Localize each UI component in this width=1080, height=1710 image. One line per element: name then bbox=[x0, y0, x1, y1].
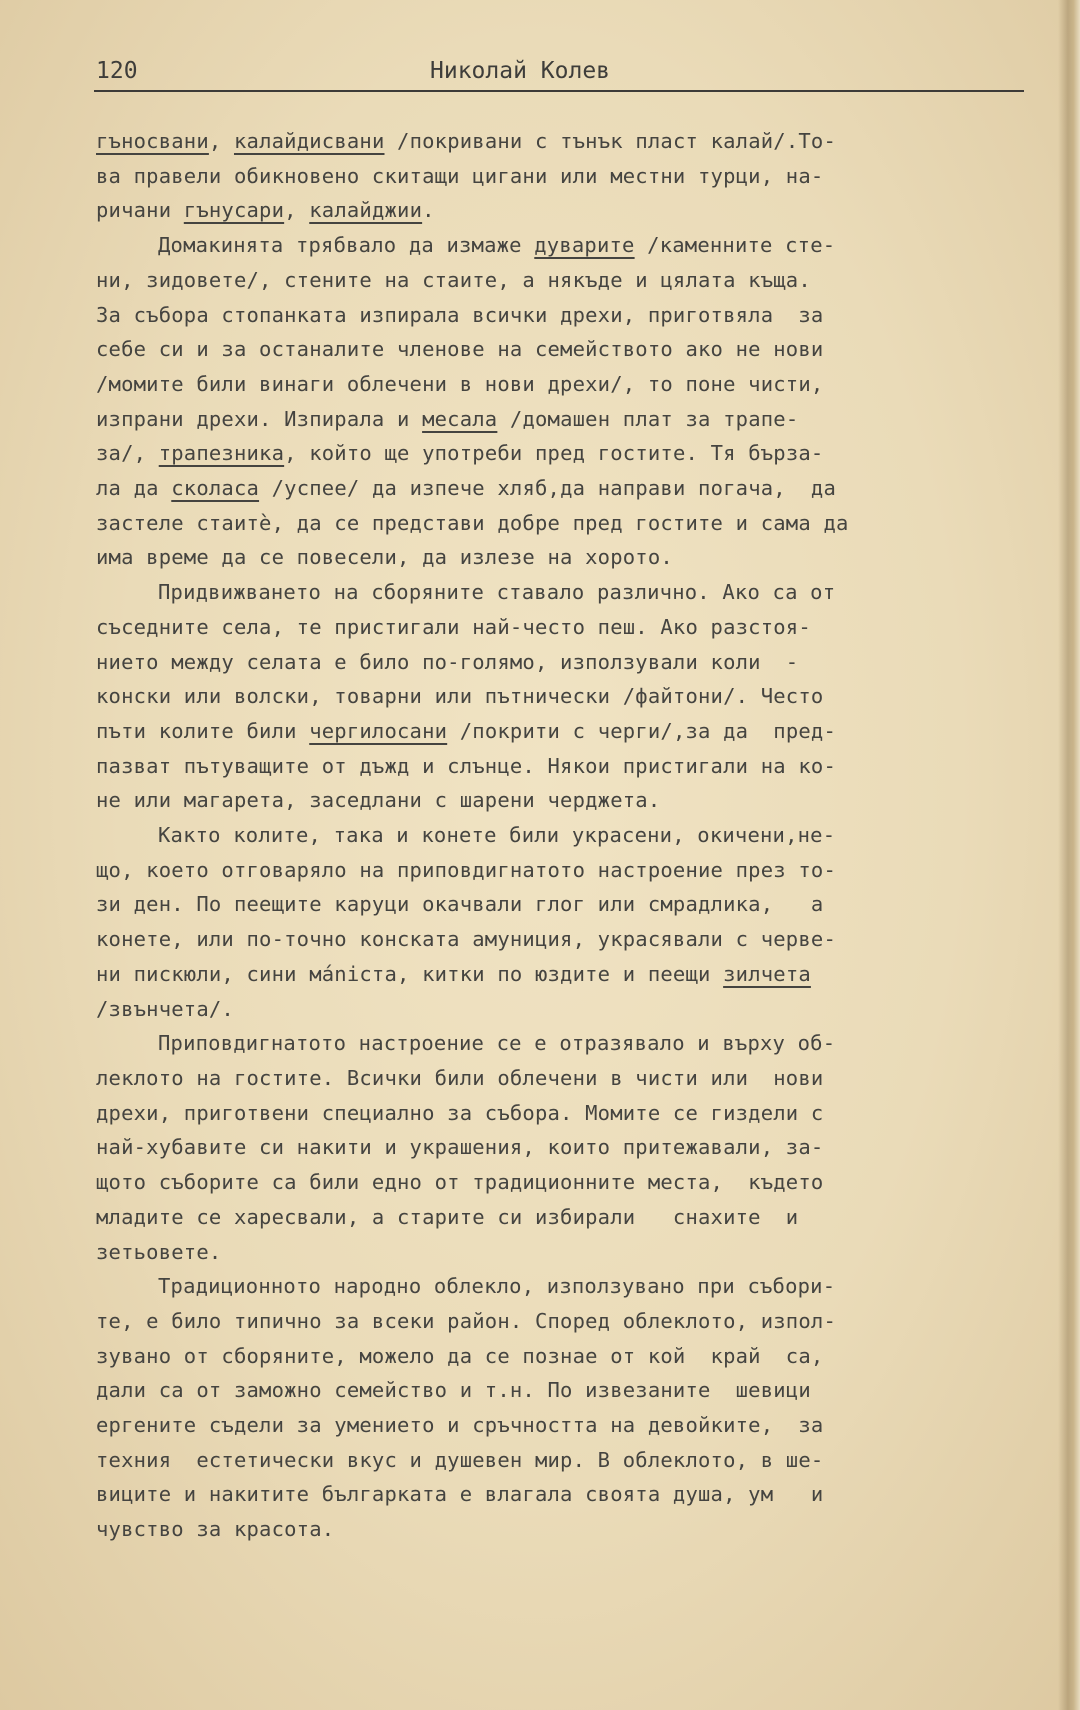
underlined-term: гънусари bbox=[183, 198, 285, 223]
text-run: , bbox=[208, 129, 234, 153]
text-line: За събора стопанката изпирала всички дрехи, приготвяла за bbox=[96, 302, 824, 327]
text-line: дали са от заможно семейство и т.н. По извезаните шевици bbox=[96, 1378, 811, 1403]
underlined-term: калайджии bbox=[309, 198, 423, 223]
text-line: младите се харесвали, а старите си избирали снахите и bbox=[96, 1204, 799, 1229]
text-line: дрехи, приготвени специално за събора. Момите се гиздели с bbox=[96, 1100, 824, 1125]
text-run: , който ще употреби пред гостите. Тя бърза- bbox=[284, 441, 824, 466]
text-line: има време да се повесели, да излезе на хорото. bbox=[96, 545, 673, 570]
text-line: Придвижването на сборяните ставало различно. Ако са от bbox=[158, 580, 836, 605]
underlined-term: зилчета bbox=[723, 961, 811, 986]
text-line: нието между селата е било по-голямо, използували коли - bbox=[96, 649, 799, 674]
underlined-term: месала bbox=[422, 406, 498, 431]
paragraph bbox=[96, 124, 1036, 228]
underlined-term: дуварите bbox=[534, 233, 635, 258]
text-line bbox=[96, 124, 1036, 159]
text-line: /момите били винаги облечени в нови дрехи/, то поне чисти, bbox=[96, 371, 824, 396]
paragraph bbox=[96, 1026, 1036, 1269]
text-run: за/, bbox=[96, 441, 159, 466]
underlined-term: гъносвани bbox=[96, 129, 209, 153]
text-line bbox=[96, 714, 1036, 749]
paragraph bbox=[96, 818, 1036, 1026]
text-run: пъти колите били bbox=[96, 718, 310, 743]
text-line bbox=[96, 228, 1036, 263]
body-text bbox=[96, 124, 1036, 1547]
paragraph bbox=[96, 575, 1036, 818]
text-run: /успее/ да изпече хляб,да направи погача, да bbox=[259, 476, 836, 501]
underlined-term: трапезника bbox=[158, 441, 285, 466]
underlined-term: чергилосани bbox=[309, 718, 448, 743]
text-line: /звънчета/. bbox=[96, 996, 234, 1021]
text-line bbox=[96, 471, 1036, 506]
text-run: Домакинята трябвало да измаже bbox=[158, 233, 535, 258]
text-line: леклото на гостите. Всички били облечени в чисти или нови bbox=[96, 1065, 824, 1090]
underlined-term: калайдисвани bbox=[233, 129, 385, 153]
text-line: най-хубавите си накити и украшения, които притежавали, за- bbox=[96, 1135, 824, 1160]
text-line bbox=[96, 957, 1036, 992]
text-line: ергените съдели за умението и сръчността на девойките, за bbox=[96, 1413, 824, 1438]
text-line: конски или волски, товарни или пътнически /файтони/. Често bbox=[96, 684, 824, 709]
text-line: застеле стаитѐ, да се представи добре пред гостите и сама да bbox=[96, 510, 849, 535]
text-line: Както колите, така и конете били украсени, окичени,не- bbox=[158, 823, 836, 848]
page-number: 120 bbox=[96, 58, 138, 84]
text-line bbox=[96, 402, 1036, 437]
text-line: виците и накитите българката е влагала своята душа, ум и bbox=[96, 1482, 824, 1507]
text-run: /покривани с тънък пласт калай/.То- bbox=[384, 129, 837, 153]
text-line: те, е било типично за всеки район. Според облеклото, изпол- bbox=[96, 1308, 836, 1333]
paragraph bbox=[96, 1269, 1036, 1547]
page-header bbox=[94, 56, 1024, 92]
text-run: , bbox=[284, 198, 310, 223]
text-line: не или магарета, заседлани с шарени черджета. bbox=[96, 788, 661, 813]
text-run: /покрити с черги/,за да пред- bbox=[447, 718, 836, 743]
text-run: /каменните сте- bbox=[634, 233, 836, 258]
text-line: техния естетически вкус и душевен мир. В облеклото, в ше- bbox=[96, 1447, 824, 1472]
text-run: изпрани дрехи. Изпирала и bbox=[96, 406, 423, 431]
text-line: чувство за красота. bbox=[96, 1517, 335, 1542]
text-line: ни, зидовете/, стените на стаите, а някъде и цялата къща. bbox=[96, 267, 811, 292]
text-line: съседните села, те пристигали най-често пеш. Ако разстоя- bbox=[96, 614, 811, 639]
text-line: пазват пътуващите от дъжд и слънце. Някои пристигали на ко- bbox=[96, 753, 836, 778]
text-line: щото съборите са били едно от традиционните места, където bbox=[96, 1170, 824, 1195]
text-run: ричани bbox=[96, 198, 184, 223]
text-line: Приповдигнатото настроение се е отразявало и върху об- bbox=[158, 1031, 836, 1056]
text-line: себе си и за останалите членове на семейството ако не нови bbox=[96, 337, 824, 362]
underlined-term: сколаса bbox=[171, 476, 260, 501]
text-run: ни пискюли, сини мániста, китки по юздите и пеещи bbox=[96, 961, 724, 986]
text-line: зувано от сборяните, можело да се познае от кой край са, bbox=[96, 1343, 824, 1368]
text-line: конете, или по-точно конската амуниция, украсявали с черве- bbox=[96, 927, 836, 952]
text-line: що, което отговаряло на приповдигнатото настроение през то- bbox=[96, 857, 836, 882]
paragraph bbox=[96, 228, 1036, 575]
text-line: зи ден. По пеещите каруци окачвали глог или смрадлика, а bbox=[96, 892, 824, 917]
text-run: /домашен плат за трапе- bbox=[497, 406, 799, 431]
text-line: Традиционното народно облекло, използувано при събори- bbox=[158, 1274, 836, 1299]
page-edge-shadow bbox=[1058, 0, 1080, 1710]
text-run: . bbox=[422, 198, 435, 223]
running-title: Николай Колев bbox=[430, 58, 611, 84]
text-line: ва правели обикновено скитащи цигани или местни турци, на- bbox=[96, 163, 824, 188]
text-run: ла да bbox=[96, 476, 172, 501]
text-line bbox=[96, 436, 1036, 471]
text-line bbox=[96, 193, 1036, 228]
text-line: зетьовете. bbox=[96, 1239, 222, 1264]
